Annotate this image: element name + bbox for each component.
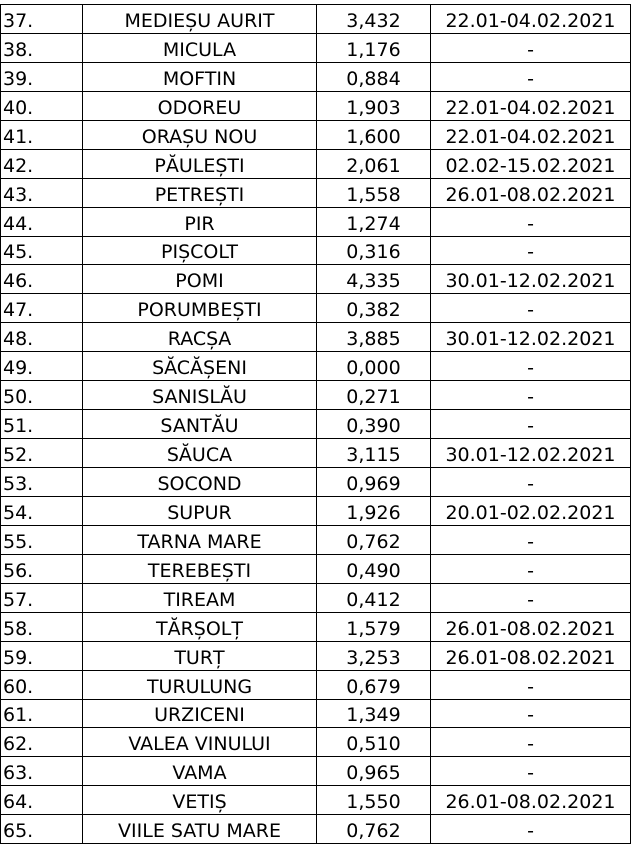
value-cell: 0,969 bbox=[317, 468, 431, 497]
value-cell: 0,000 bbox=[317, 352, 431, 381]
period-cell: 22.01-04.02.2021 bbox=[431, 5, 631, 34]
table-row bbox=[1, 120, 631, 149]
value-cell: 0,762 bbox=[317, 525, 431, 554]
table-row bbox=[1, 381, 631, 410]
locality-name-cell: TĂRȘOLȚ bbox=[83, 612, 317, 641]
value-cell: 1,176 bbox=[317, 33, 431, 62]
period-cell: - bbox=[431, 525, 631, 554]
value-cell: 1,903 bbox=[317, 91, 431, 120]
period-cell: - bbox=[431, 410, 631, 439]
period-cell: - bbox=[431, 583, 631, 612]
table-row bbox=[1, 149, 631, 178]
locality-name-cell: TARNA MARE bbox=[83, 525, 317, 554]
locality-name-cell: PIR bbox=[83, 207, 317, 236]
value-cell: 1,558 bbox=[317, 178, 431, 207]
value-cell: 0,679 bbox=[317, 670, 431, 699]
locality-name-cell: TEREBEȘTI bbox=[83, 554, 317, 583]
locality-name-cell: PORUMBEȘTI bbox=[83, 294, 317, 323]
value-cell: 3,885 bbox=[317, 323, 431, 352]
locality-name-cell: SUPUR bbox=[83, 496, 317, 525]
locality-name-cell: PETREȘTI bbox=[83, 178, 317, 207]
locality-name-cell: ORAȘU NOU bbox=[83, 120, 317, 149]
locality-name-cell: SĂUCA bbox=[83, 439, 317, 468]
row-number-cell: 38. bbox=[1, 33, 83, 62]
locality-name-cell: SANISLĂU bbox=[83, 381, 317, 410]
locality-name-cell: VETIȘ bbox=[83, 786, 317, 815]
table-row bbox=[1, 62, 631, 91]
period-cell: - bbox=[431, 757, 631, 786]
period-cell: 26.01-08.02.2021 bbox=[431, 178, 631, 207]
period-cell: - bbox=[431, 207, 631, 236]
locality-name-cell: MICULA bbox=[83, 33, 317, 62]
period-cell: 02.02-15.02.2021 bbox=[431, 149, 631, 178]
table-body bbox=[1, 5, 631, 844]
value-cell: 1,349 bbox=[317, 699, 431, 728]
table-row bbox=[1, 728, 631, 757]
table-row bbox=[1, 583, 631, 612]
value-cell: 0,412 bbox=[317, 583, 431, 612]
row-number-cell: 46. bbox=[1, 265, 83, 294]
value-cell: 0,271 bbox=[317, 381, 431, 410]
value-cell: 1,926 bbox=[317, 496, 431, 525]
table-row bbox=[1, 670, 631, 699]
period-cell: 26.01-08.02.2021 bbox=[431, 641, 631, 670]
value-cell: 0,884 bbox=[317, 62, 431, 91]
locality-name-cell: VALEA VINULUI bbox=[83, 728, 317, 757]
row-number-cell: 61. bbox=[1, 699, 83, 728]
table-row bbox=[1, 786, 631, 815]
locality-name-cell: RACȘA bbox=[83, 323, 317, 352]
value-cell: 2,061 bbox=[317, 149, 431, 178]
table-row bbox=[1, 468, 631, 497]
row-number-cell: 54. bbox=[1, 496, 83, 525]
period-cell: 30.01-12.02.2021 bbox=[431, 265, 631, 294]
table-row bbox=[1, 699, 631, 728]
table-row bbox=[1, 439, 631, 468]
locality-name-cell: TURȚ bbox=[83, 641, 317, 670]
table-row bbox=[1, 5, 631, 34]
period-cell: 22.01-04.02.2021 bbox=[431, 91, 631, 120]
locality-name-cell: SOCOND bbox=[83, 468, 317, 497]
row-number-cell: 45. bbox=[1, 236, 83, 265]
period-cell: - bbox=[431, 468, 631, 497]
row-number-cell: 37. bbox=[1, 5, 83, 34]
locality-name-cell: PĂULEȘTI bbox=[83, 149, 317, 178]
table-row bbox=[1, 525, 631, 554]
table-row bbox=[1, 33, 631, 62]
table-row bbox=[1, 410, 631, 439]
locality-name-cell: PIȘCOLT bbox=[83, 236, 317, 265]
value-cell: 0,510 bbox=[317, 728, 431, 757]
row-number-cell: 40. bbox=[1, 91, 83, 120]
row-number-cell: 62. bbox=[1, 728, 83, 757]
row-number-cell: 42. bbox=[1, 149, 83, 178]
value-cell: 0,316 bbox=[317, 236, 431, 265]
value-cell: 3,115 bbox=[317, 439, 431, 468]
period-cell: - bbox=[431, 236, 631, 265]
row-number-cell: 57. bbox=[1, 583, 83, 612]
value-cell: 0,490 bbox=[317, 554, 431, 583]
row-number-cell: 41. bbox=[1, 120, 83, 149]
period-cell: - bbox=[431, 62, 631, 91]
table-row bbox=[1, 294, 631, 323]
row-number-cell: 51. bbox=[1, 410, 83, 439]
table-row bbox=[1, 178, 631, 207]
row-number-cell: 44. bbox=[1, 207, 83, 236]
value-cell: 1,274 bbox=[317, 207, 431, 236]
row-number-cell: 56. bbox=[1, 554, 83, 583]
value-cell: 0,382 bbox=[317, 294, 431, 323]
row-number-cell: 58. bbox=[1, 612, 83, 641]
period-cell: 20.01-02.02.2021 bbox=[431, 496, 631, 525]
row-number-cell: 65. bbox=[1, 815, 83, 844]
locality-name-cell: SANTĂU bbox=[83, 410, 317, 439]
row-number-cell: 53. bbox=[1, 468, 83, 497]
table-row bbox=[1, 496, 631, 525]
value-cell: 1,579 bbox=[317, 612, 431, 641]
row-number-cell: 48. bbox=[1, 323, 83, 352]
locality-name-cell: VIILE SATU MARE bbox=[83, 815, 317, 844]
table-row bbox=[1, 757, 631, 786]
table-row bbox=[1, 352, 631, 381]
row-number-cell: 43. bbox=[1, 178, 83, 207]
period-cell: - bbox=[431, 670, 631, 699]
table-row bbox=[1, 815, 631, 844]
table-row bbox=[1, 207, 631, 236]
value-cell: 3,253 bbox=[317, 641, 431, 670]
value-cell: 4,335 bbox=[317, 265, 431, 294]
table-row bbox=[1, 236, 631, 265]
row-number-cell: 60. bbox=[1, 670, 83, 699]
localities-table bbox=[0, 4, 631, 844]
period-cell: 22.01-04.02.2021 bbox=[431, 120, 631, 149]
period-cell: - bbox=[431, 815, 631, 844]
value-cell: 1,600 bbox=[317, 120, 431, 149]
locality-name-cell: MOFTIN bbox=[83, 62, 317, 91]
row-number-cell: 47. bbox=[1, 294, 83, 323]
value-cell: 1,550 bbox=[317, 786, 431, 815]
row-number-cell: 64. bbox=[1, 786, 83, 815]
table-row bbox=[1, 91, 631, 120]
locality-name-cell: TIREAM bbox=[83, 583, 317, 612]
row-number-cell: 49. bbox=[1, 352, 83, 381]
table-row bbox=[1, 265, 631, 294]
period-cell: - bbox=[431, 352, 631, 381]
value-cell: 3,432 bbox=[317, 5, 431, 34]
table-row bbox=[1, 554, 631, 583]
row-number-cell: 59. bbox=[1, 641, 83, 670]
period-cell: 26.01-08.02.2021 bbox=[431, 612, 631, 641]
value-cell: 0,390 bbox=[317, 410, 431, 439]
period-cell: - bbox=[431, 294, 631, 323]
locality-name-cell: ODOREU bbox=[83, 91, 317, 120]
table-row bbox=[1, 612, 631, 641]
locality-name-cell: MEDIEȘU AURIT bbox=[83, 5, 317, 34]
period-cell: 30.01-12.02.2021 bbox=[431, 439, 631, 468]
period-cell: - bbox=[431, 33, 631, 62]
period-cell: 26.01-08.02.2021 bbox=[431, 786, 631, 815]
value-cell: 0,965 bbox=[317, 757, 431, 786]
period-cell: - bbox=[431, 699, 631, 728]
value-cell: 0,762 bbox=[317, 815, 431, 844]
period-cell: 30.01-12.02.2021 bbox=[431, 323, 631, 352]
locality-name-cell: SĂCĂȘENI bbox=[83, 352, 317, 381]
row-number-cell: 50. bbox=[1, 381, 83, 410]
period-cell: - bbox=[431, 381, 631, 410]
row-number-cell: 63. bbox=[1, 757, 83, 786]
row-number-cell: 39. bbox=[1, 62, 83, 91]
period-cell: - bbox=[431, 728, 631, 757]
locality-name-cell: URZICENI bbox=[83, 699, 317, 728]
locality-name-cell: POMI bbox=[83, 265, 317, 294]
row-number-cell: 55. bbox=[1, 525, 83, 554]
locality-name-cell: VAMA bbox=[83, 757, 317, 786]
table-row bbox=[1, 641, 631, 670]
locality-name-cell: TURULUNG bbox=[83, 670, 317, 699]
table-row bbox=[1, 323, 631, 352]
row-number-cell: 52. bbox=[1, 439, 83, 468]
period-cell: - bbox=[431, 554, 631, 583]
